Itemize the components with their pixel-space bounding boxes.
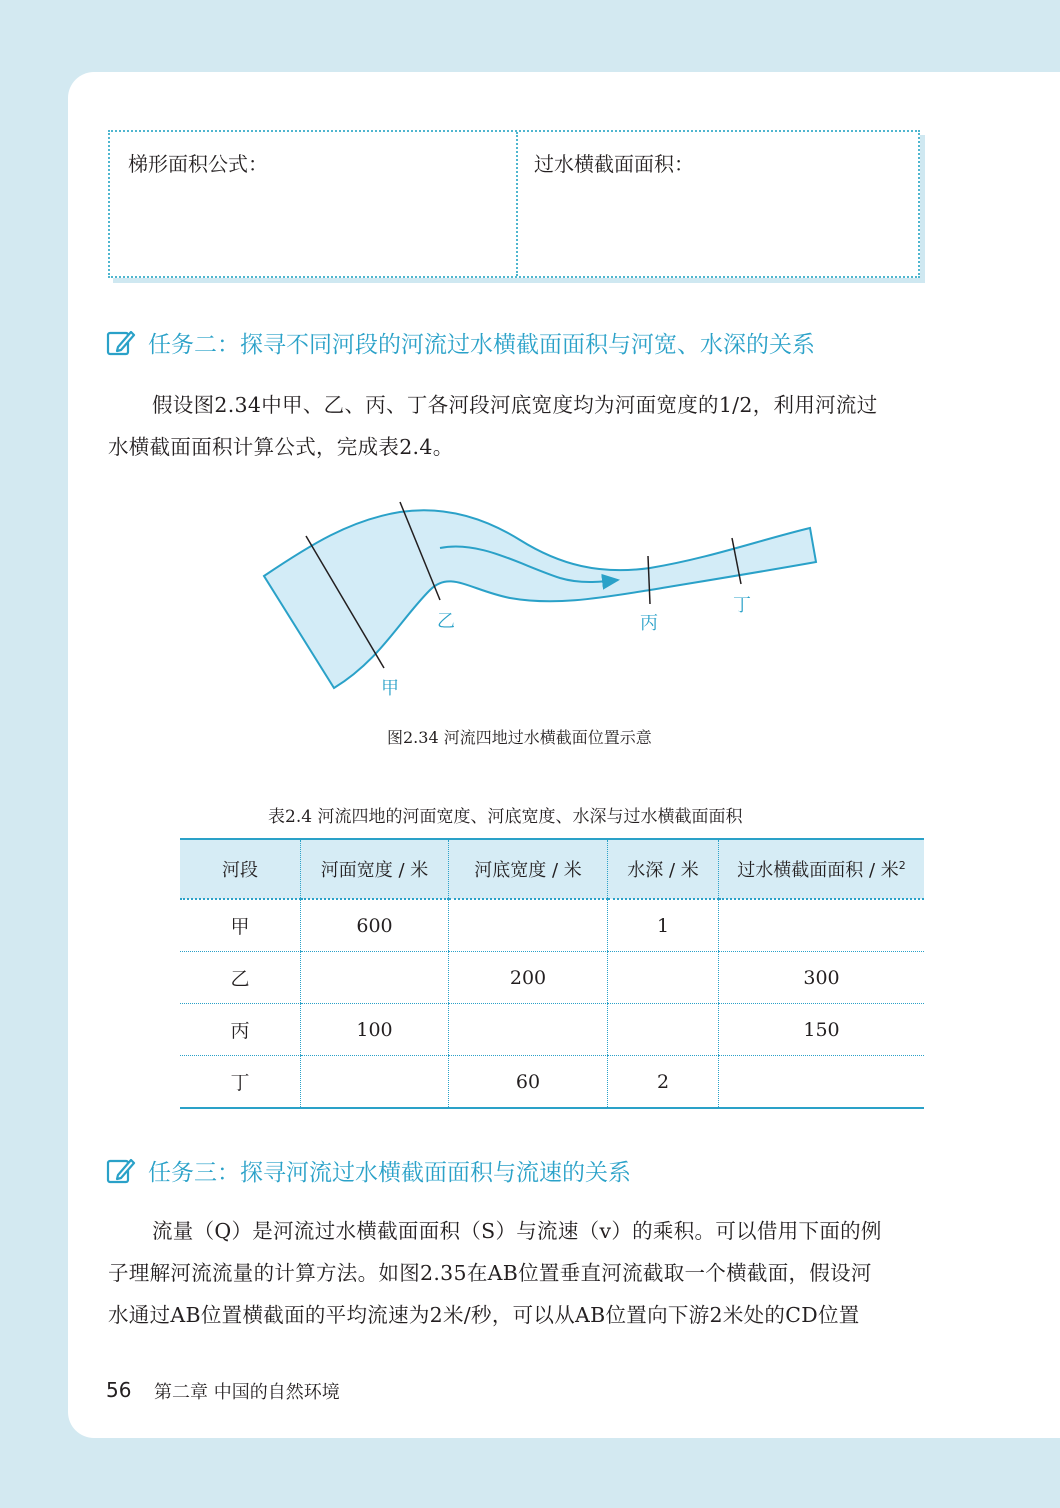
- cell: 100: [301, 1004, 449, 1056]
- cell: 60: [449, 1056, 608, 1109]
- cell: 1: [608, 899, 719, 952]
- trapezoid-formula-label: 梯形面积公式：: [128, 152, 268, 176]
- table-row: [180, 1056, 924, 1109]
- cell: [449, 899, 608, 952]
- figure-caption: 图2.34 河流四地过水横截面位置示意: [387, 728, 652, 747]
- page-number: 56: [106, 1378, 132, 1402]
- table-row: [180, 899, 924, 952]
- task3-paragraph: [108, 1210, 928, 1336]
- pencil-note-icon: [106, 1156, 136, 1186]
- header-area-sup: 2: [898, 859, 906, 872]
- label-ding: 丁: [733, 595, 751, 616]
- label-bing: 丙: [640, 613, 658, 634]
- task3-title: 任务三：探寻河流过水横截面面积与流速的关系: [148, 1160, 631, 1186]
- table-header-row: [180, 839, 924, 899]
- label-jia: 甲: [381, 678, 399, 699]
- cell: [301, 1056, 449, 1109]
- task3-heading: [106, 1154, 631, 1187]
- task3-line1: 流量（Q）是河流过水横截面面积（S）与流速（v）的乘积。可以借用下面的例: [152, 1219, 882, 1243]
- cell: 600: [301, 899, 449, 952]
- header-section: 河段: [180, 839, 301, 899]
- header-area: [719, 839, 925, 899]
- cell: [719, 899, 925, 952]
- table-caption: 表2.4 河流四地的河面宽度、河底宽度、水深与过水横截面面积: [268, 807, 743, 827]
- cell: 丁: [180, 1056, 301, 1109]
- cell: [449, 1004, 608, 1056]
- header-depth: 水深 / 米: [608, 839, 719, 899]
- cell: 乙: [180, 952, 301, 1004]
- cell: 150: [719, 1004, 925, 1056]
- task3-line3: 水通过AB位置横截面的平均流速为2米/秒，可以从AB位置向下游2米处的CD位置: [108, 1303, 860, 1327]
- cell: 丙: [180, 1004, 301, 1056]
- task3-line2: 子理解河流流量的计算方法。如图2.35在AB位置垂直河流截取一个横截面，假设河: [108, 1261, 872, 1285]
- river-figure: [0, 0, 1060, 720]
- header-bed-width: 河底宽度 / 米: [449, 839, 608, 899]
- chapter-title: 第二章 中国的自然环境: [154, 1382, 340, 1403]
- task2-line2: 水横截面面积计算公式，完成表2.4。: [108, 435, 454, 459]
- cell: 300: [719, 952, 925, 1004]
- data-table: [180, 838, 924, 1109]
- task2-line1: 假设图2.34中甲、乙、丙、丁各河段河底宽度均为河面宽度的1/2，利用河流过: [152, 393, 878, 417]
- cell: 甲: [180, 899, 301, 952]
- cell: 200: [449, 952, 608, 1004]
- task2-title: 任务二：探寻不同河段的河流过水横截面面积与河宽、水深的关系: [148, 332, 815, 358]
- cell: [301, 952, 449, 1004]
- header-surface-width: 河面宽度 / 米: [301, 839, 449, 899]
- section-line-bing: [648, 556, 650, 604]
- cross-section-area-label: 过水横截面面积：: [534, 152, 694, 176]
- table-row: [180, 952, 924, 1004]
- cell: [719, 1056, 925, 1109]
- cell: [608, 952, 719, 1004]
- cell: 2: [608, 1056, 719, 1109]
- label-yi: 乙: [437, 611, 455, 632]
- cell: [608, 1004, 719, 1056]
- table-row: [180, 1004, 924, 1056]
- header-area-text: 过水横截面面积 / 米: [737, 860, 899, 881]
